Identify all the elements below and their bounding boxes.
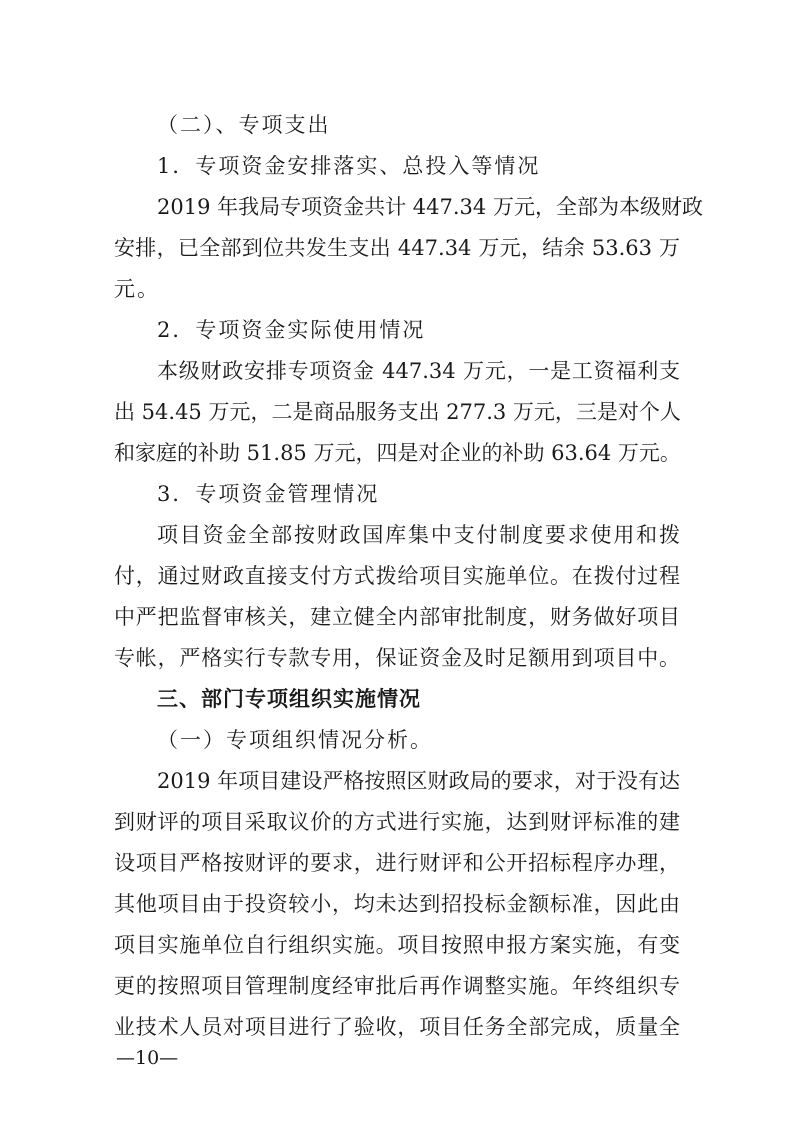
page-number: —10— (116, 1047, 179, 1069)
subheading-organization-analysis: （一）专项组织情况分析。 (157, 728, 433, 752)
paragraph-line: 元。 (114, 277, 160, 301)
paragraph-line: 2019 年项目建设严格按照区财政局的要求，对于没有达 (157, 769, 680, 793)
section-heading-special-expenditure: （二）、专项支出 (157, 113, 331, 137)
section-heading-implementation: 三、部门专项组织实施情况 (157, 687, 421, 711)
paragraph-line: 设项目严格按财评的要求，进行财评和公开招标程序办理， (114, 851, 680, 875)
paragraph-line: 其他项目由于投资较小，均未达到招投标金额标准，因此由 (114, 892, 680, 916)
paragraph-line: 项目实施单位自行组织实施。项目按照申报方案实施，有变 (114, 933, 680, 957)
paragraph-line: 专帐，严格实行专款专用，保证资金及时足额用到项目中。 (114, 646, 680, 670)
paragraph-line: 到财评的项目采取议价的方式进行实施，达到财评标准的建 (114, 810, 680, 834)
paragraph-line: 业技术人员对项目进行了验收，项目任务全部完成，质量全 (114, 1015, 680, 1039)
paragraph-line: 中严把监督审核关，建立健全内部审批制度，财务做好项目 (114, 605, 680, 629)
paragraph-line: 项目资金全部按财政国库集中支付制度要求使用和拨 (157, 523, 680, 547)
subheading-fund-arrangement: 1．专项资金安排落实、总投入等情况 (157, 154, 541, 178)
paragraph-line: 更的按照项目管理制度经审批后再作调整实施。年终组织专 (114, 974, 680, 998)
subheading-fund-management: 3．专项资金管理情况 (157, 482, 380, 506)
paragraph-line: 2019 年我局专项资金共计 447.34 万元，全部为本级财政 (157, 195, 703, 219)
paragraph-line: 和家庭的补助 51.85 万元，四是对企业的补助 63.64 万元。 (114, 441, 681, 465)
paragraph-line: 本级财政安排专项资金 447.34 万元，一是工资福利支 (157, 359, 680, 383)
paragraph-line: 出 54.45 万元，二是商品服务支出 277.3 万元，三是对个人 (114, 400, 681, 424)
paragraph-line: 付，通过财政直接支付方式拨给项目实施单位。在拨付过程 (114, 564, 680, 588)
paragraph-line: 安排，已全部到位共发生支出 447.34 万元，结余 53.63 万 (114, 236, 680, 260)
subheading-fund-usage: 2．专项资金实际使用情况 (157, 318, 426, 342)
